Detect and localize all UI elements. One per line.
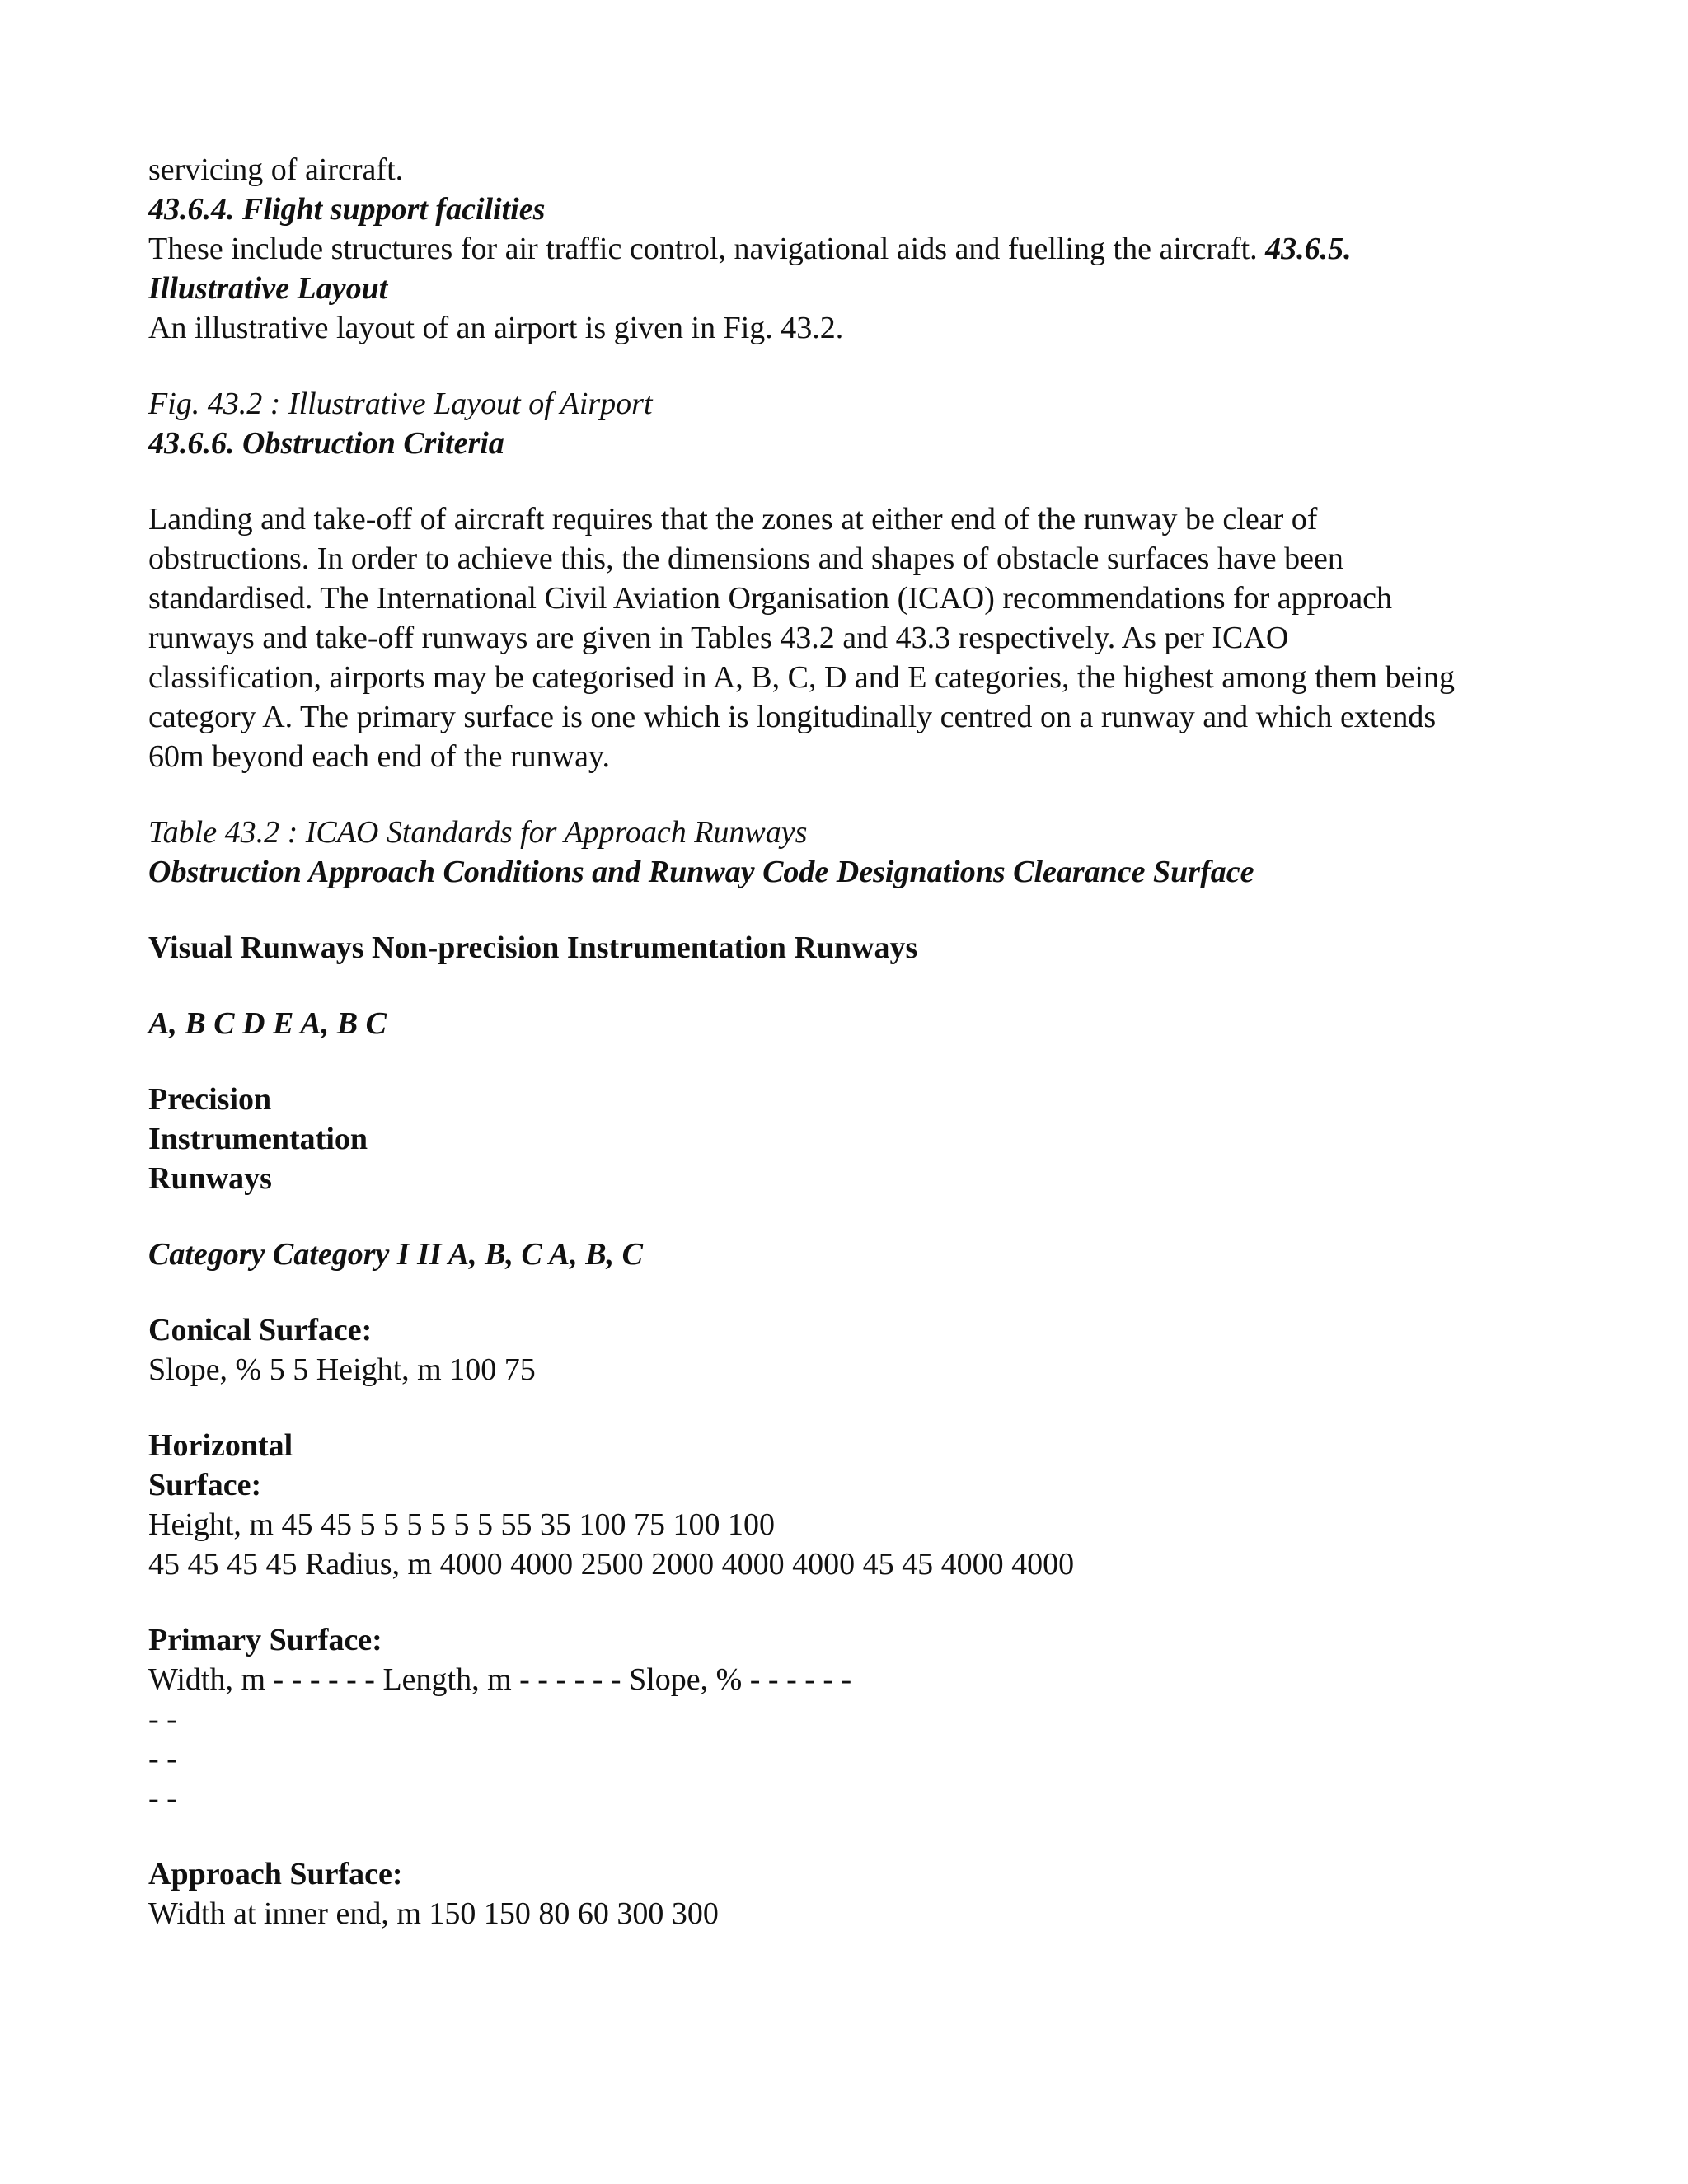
table-caption: Table 43.2 : ICAO Standards for Approach Runways <box>148 815 808 850</box>
obstruction-paragraph <box>148 499 1566 776</box>
conical-surface-values: Slope, % 5 5 Height, m 100 75 <box>148 1352 536 1387</box>
heading-obstruction-criteria: 43.6.6. Obstruction Criteria <box>148 426 504 461</box>
primary-surface-values: - - <box>148 1781 177 1816</box>
heading-illustrative-layout-number: 43.6.5. <box>1265 232 1352 266</box>
primary-surface-label: Primary Surface: <box>148 1623 382 1657</box>
precision-heading <box>148 1080 1566 1198</box>
horizontal-surface-label: Surface: <box>148 1468 262 1502</box>
paragraph-line: Landing and take-off of aircraft requires that the zones at either end of the runway be clear of <box>148 502 1318 537</box>
document-page <box>148 150 1566 1933</box>
intro-line: servicing of aircraft. <box>148 152 404 187</box>
horizontal-surface-values: Height, m 45 45 5 5 5 5 5 5 55 35 100 75 100 100 <box>148 1507 775 1542</box>
categories-row: Category Category I II A, B, C A, B, C <box>148 1237 643 1272</box>
paragraph-line: category A. The primary surface is one which is longitudinally centred on a runway and which extends <box>148 700 1437 734</box>
approach-surface-values: Width at inner end, m 150 150 80 60 300 300 <box>148 1896 719 1931</box>
horizontal-surface-label: Horizontal <box>148 1428 293 1463</box>
approach-surface-label: Approach Surface: <box>148 1857 403 1891</box>
figure-caption: Fig. 43.2 : Illustrative Layout of Airport <box>148 387 653 421</box>
primary-surface-values: Width, m - - - - - - Length, m - - - - - - Slope, % - - - - - - <box>148 1662 852 1697</box>
table-header: Obstruction Approach Conditions and Runway Code Designations Clearance Surface <box>148 855 1254 889</box>
precision-heading-line: Precision <box>148 1082 272 1117</box>
conical-surface-label: Conical Surface: <box>148 1313 373 1347</box>
runway-types-row: Visual Runways Non-precision Instrumentation Runways <box>148 930 918 965</box>
heading-flight-support: 43.6.4. Flight support facilities <box>148 192 546 227</box>
horizontal-surface-values: 45 45 45 45 Radius, m 4000 4000 2500 2000 4000 4000 45 45 4000 4000 <box>148 1547 1075 1582</box>
runway-codes-row: A, B C D E A, B C <box>148 1006 387 1041</box>
precision-heading-line: Instrumentation <box>148 1122 368 1156</box>
primary-surface-values: - - <box>148 1702 177 1736</box>
paragraph-line: standardised. The International Civil Aviation Organisation (ICAO) recommendations for approach <box>148 581 1393 616</box>
paragraph-line: 60m beyond each end of the runway. <box>148 739 610 774</box>
layout-text: An illustrative layout of an airport is given in Fig. 43.2. <box>148 311 844 345</box>
paragraph-line: runways and take-off runways are given in Tables 43.2 and 43.3 respectively. As per ICAO <box>148 621 1289 655</box>
precision-heading-line: Runways <box>148 1161 272 1196</box>
paragraph-line: classification, airports may be categorised in A, B, C, D and E categories, the highest among them being <box>148 660 1456 695</box>
paragraph-line: obstructions. In order to achieve this, the dimensions and shapes of obstacle surfaces have been <box>148 541 1343 576</box>
heading-illustrative-layout: Illustrative Layout <box>148 271 388 306</box>
flight-support-text: These include structures for air traffic control, navigational aids and fuelling the aircraft. <box>148 232 1258 266</box>
primary-surface-values: - - <box>148 1741 177 1776</box>
flight-support-text-line <box>148 229 1566 269</box>
